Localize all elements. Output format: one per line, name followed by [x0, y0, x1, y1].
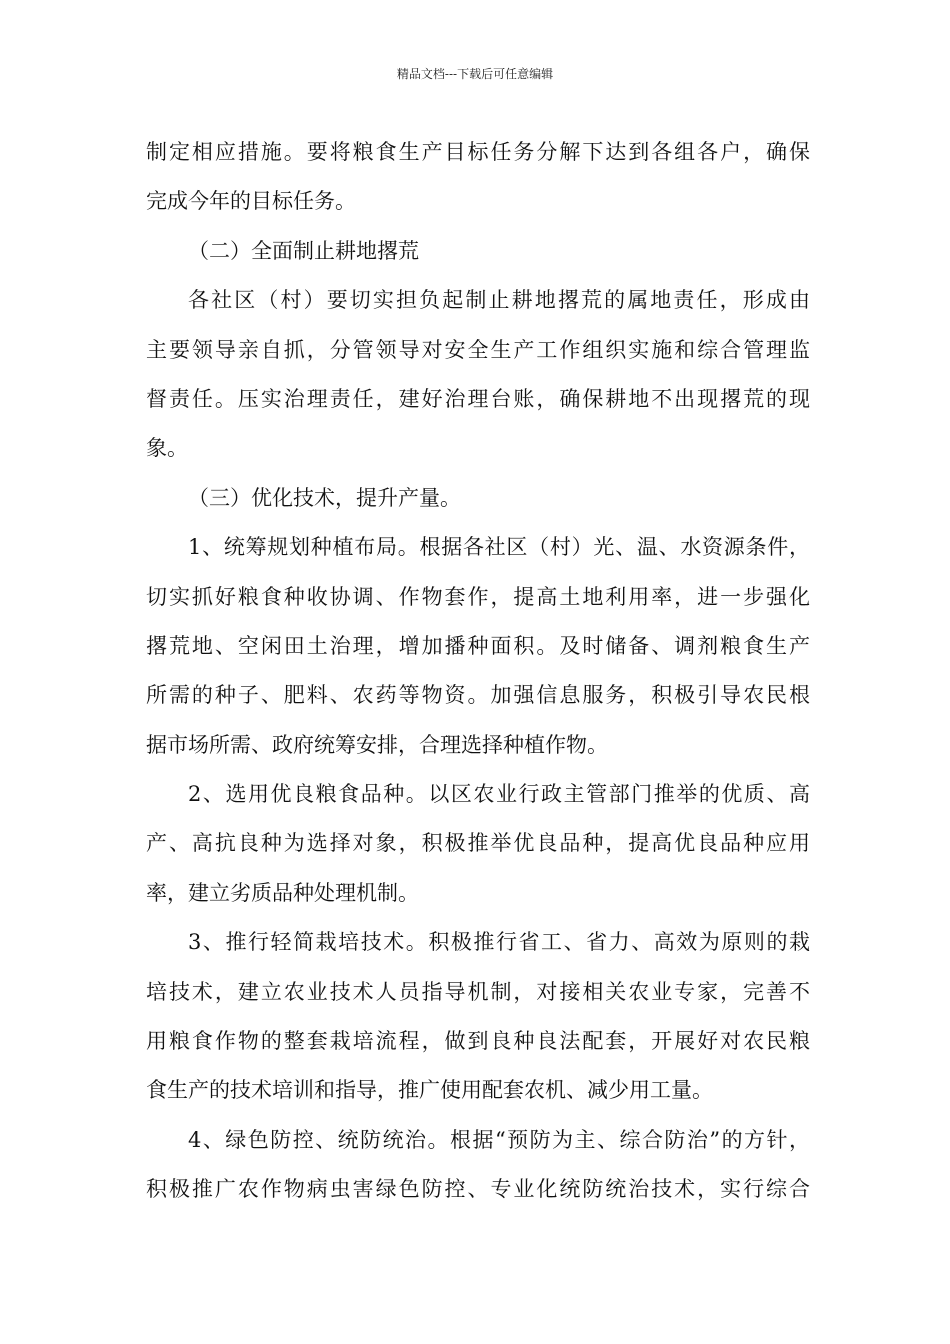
- text-line: 产、高抗良种为选择对象，积极推举优良品种，提高优良品种应用: [146, 831, 810, 856]
- document-body: [146, 128, 810, 1215]
- text-line: 食生产的技术培训和指导，推广使用配套农机、减少用工量。: [146, 1078, 713, 1103]
- page-header: 精品文档---下载后可任意编辑: [396, 67, 554, 81]
- text-line: 率，建立劣质品种处理机制。: [146, 880, 419, 905]
- text-line: 据市场所需、政府统筹安排，合理选择种植作物。: [146, 732, 608, 757]
- text-line: 各社区（村）要切实担负起制止耕地撂荒的属地责任，形成由: [188, 288, 810, 313]
- section-heading: （三）优化技术，提升产量。: [188, 485, 461, 510]
- text-line: 督责任。压实治理责任，建好治理台账，确保耕地不出现撂荒的现: [146, 386, 810, 411]
- section-heading: （二）全面制止耕地撂荒: [188, 238, 419, 263]
- text-line: 制定相应措施。要将粮食生产目标任务分解下达到各组各户，确保: [146, 140, 810, 164]
- text-line: 切实抓好粮食种收协调、作物套作，提高土地利用率，进一步强化: [146, 584, 810, 609]
- text-line: 主要领导亲自抓，分管领导对安全生产工作组织实施和综合管理监: [146, 337, 810, 362]
- text-line: 培技术，建立农业技术人员指导机制，对接相关农业专家，完善不: [146, 979, 810, 1004]
- text-line: 2、选用优良粮食品种。以区农业行政主管部门推举的优质、高: [188, 782, 810, 807]
- text-line: 撂荒地、空闲田土治理，增加播种面积。及时储备、调剂粮食生产: [146, 633, 810, 658]
- text-line: 完成今年的目标任务。: [146, 189, 356, 214]
- text-line: 用粮食作物的整套栽培流程，做到良种良法配套，开展好对农民粮: [146, 1029, 810, 1054]
- text-line: 所需的种子、肥料、农药等物资。加强信息服务，积极引导农民根: [146, 683, 810, 708]
- text-line: 象。: [146, 436, 188, 461]
- text-line: 4、绿色防控、统防统治。根据“预防为主、综合防治”的方针，: [188, 1127, 810, 1152]
- text-line: 3、推行轻简栽培技术。积极推行省工、省力、高效为原则的栽: [188, 930, 810, 955]
- text-line: 积极推广农作物病虫害绿色防控、专业化统防统治技术，实行综合: [146, 1177, 810, 1202]
- text-line: 1、统筹规划种植布局。根据各社区（村）光、温、水资源条件，: [188, 535, 810, 560]
